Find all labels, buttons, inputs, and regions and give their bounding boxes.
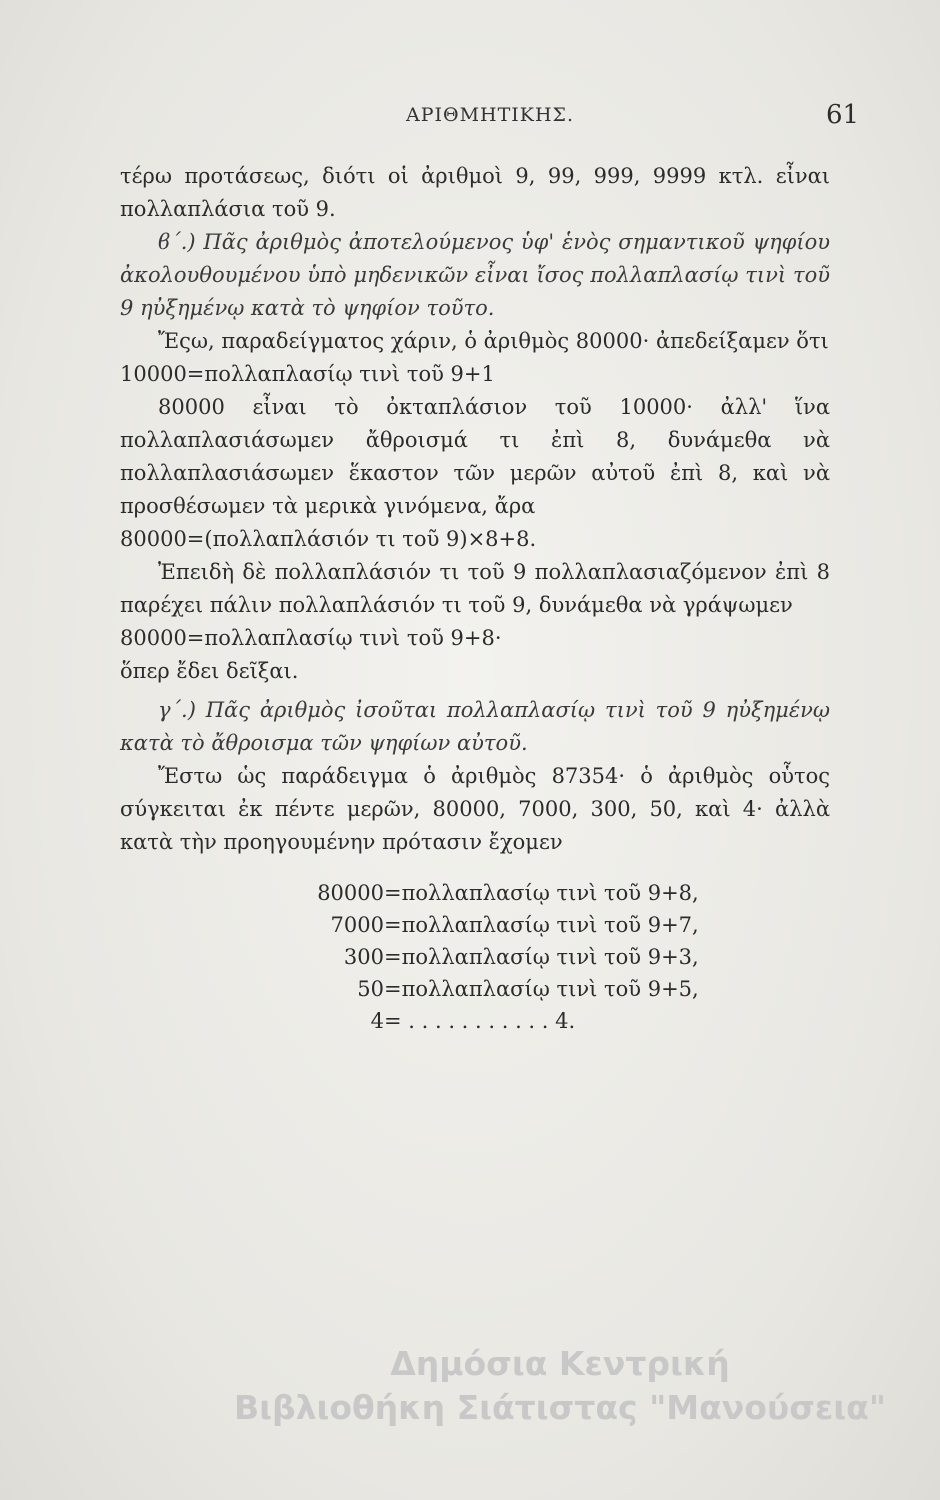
watermark-line-1: Δημόσια Κεντρική	[390, 1344, 730, 1383]
equation-rhs: =πολλαπλασίῳ τινὶ τοῦ 9+7,	[384, 913, 699, 937]
proposition-gamma: γ΄.) Πᾶς ἀριθμὸς ἰσοῦται πολλαπλασίῳ τινὶ τοῦ 9 ηὐξημένῳ κατὰ τὸ ἄθροισμα τῶν ψηφίων αὐτοῦ.	[120, 698, 830, 755]
equation-row-80000	[212, 877, 830, 909]
proposition-beta: ϐ΄.) Πᾶς ἀριθμὸς ἀποτελούμενος ὑφ' ἑνὸς σημαντικοῦ ψηφίου ἀκολουθουμένου ὑπὸ μηδενικῶν εἶναι ἴσος πολλαπλασίῳ τινὶ τοῦ 9 ηὐξημένῳ κατὰ τὸ ψηφίον τοῦτο.	[120, 230, 830, 320]
equation-80000-product: 80000=(πολλαπλάσιόν τι τοῦ 9)×8+8.	[120, 527, 537, 551]
watermark-line-2: Βιβλιοθήκη Σιάτιστας "Μανούσεια"	[233, 1388, 887, 1427]
equation-rhs: =πολλαπλασίῳ τινὶ τοῦ 9+8,	[384, 881, 699, 905]
page-header	[0, 100, 940, 138]
library-watermark	[210, 1342, 910, 1430]
qed-line: ὅπερ ἔδει δεῖξαι.	[120, 659, 299, 683]
equation-row-7000	[212, 909, 830, 941]
page-number: 61	[826, 100, 860, 130]
example-87354: Ἔστω ὡς παράδειγμα ὁ ἀριθμὸς 87354· ὁ ἀριθμὸς οὗτος σύγκειται ἐκ πέντε μερῶν, 80000, 7000, 300, 50, καὶ 4· ἀλλὰ κατὰ τὴν προηγουμένην πρότασιν ἔχομεν	[120, 764, 830, 854]
equation-lhs: 7000	[330, 913, 384, 937]
equation-lhs: 300	[343, 945, 384, 969]
running-title: ΑΡΙΘΜΗΤΙΚΗΣ.	[405, 104, 575, 126]
equation-lhs: 50	[357, 977, 384, 1001]
equation-row-300	[212, 941, 830, 973]
example-intro: Ἔςω, παραδείγματος χάριν, ὁ ἀριθμὸς 80000· ἀπεδείξαμεν ὅτι	[158, 329, 829, 353]
equation-rhs: =πολλαπλασίῳ τινὶ τοῦ 9+5,	[384, 977, 699, 1001]
paragraph-since: Ἐπειδὴ δὲ πολλαπλάσιόν τι τοῦ 9 πολλαπλασιαζόμενον ἐπὶ 8 παρέχει πάλιν πολλαπλάσιόν τι τοῦ 9, δυνάμεθα νὰ γράψωμεν	[120, 560, 830, 617]
page-body	[120, 160, 830, 1037]
equation-10000: 10000=πολλαπλασίῳ τινὶ τοῦ 9+1	[120, 362, 495, 386]
equation-80000-result: 80000=πολλαπλασίῳ τινὶ τοῦ 9+8·	[120, 626, 502, 650]
decomposition-equations	[120, 877, 830, 1037]
equation-lhs: 4	[370, 1009, 384, 1033]
equation-row-4	[212, 1005, 830, 1037]
equation-row-50	[212, 973, 830, 1005]
equation-rhs: = . . . . . . . . . . . 4.	[384, 1009, 576, 1033]
paragraph-continuation: τέρω προτάσεως, διότι οἱ ἀριθμοὶ 9, 99, 999, 9999 κτλ. εἶναι πολλαπλάσια τοῦ 9.	[120, 164, 830, 221]
paragraph-octuple: 80000 εἶναι τὸ ὀκταπλάσιον τοῦ 10000· ἀλλ' ἵνα πολλαπλασιάσωμεν ἄθροισμά τι ἐπὶ 8, δυνάμεθα νὰ πολλαπλασιάσωμεν ἕκαστον τῶν μερῶν αὐτοῦ ἐπὶ 8, καὶ νὰ προσθέσωμεν τὰ μερικὰ γινόμενα, ἄρα	[120, 395, 830, 518]
equation-lhs: 80000	[317, 881, 384, 905]
equation-rhs: =πολλαπλασίῳ τινὶ τοῦ 9+3,	[384, 945, 699, 969]
